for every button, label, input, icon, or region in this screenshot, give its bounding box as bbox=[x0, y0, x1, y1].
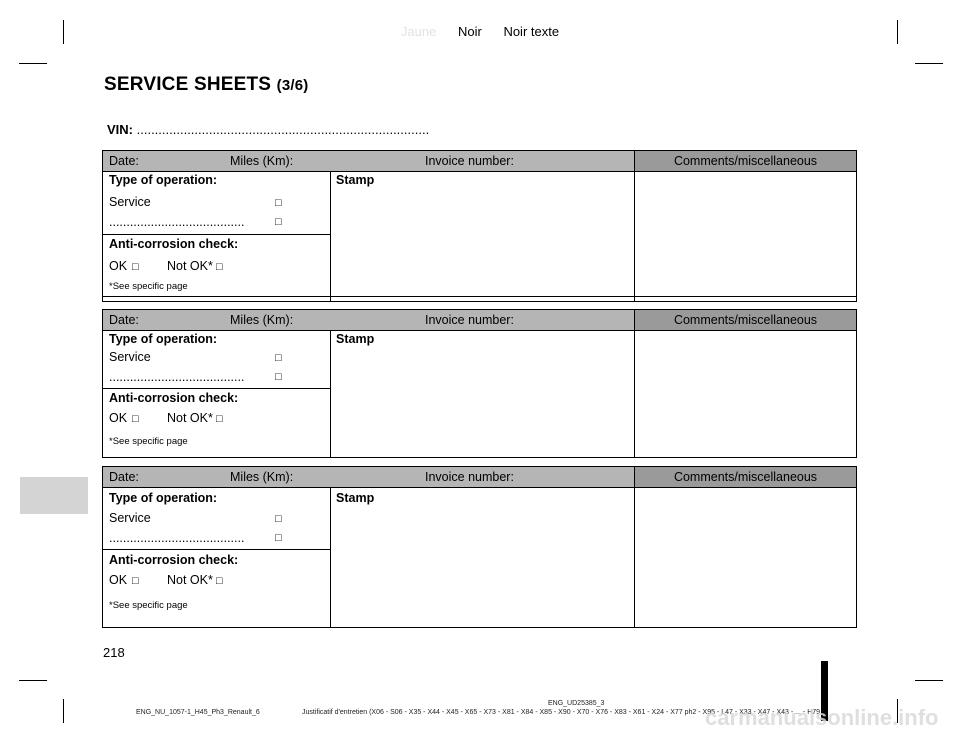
vin-line bbox=[107, 122, 429, 137]
other-operation-checkbox[interactable]: □ bbox=[275, 532, 282, 544]
color-mark-jaune: Jaune bbox=[400, 24, 437, 39]
row-divider bbox=[103, 549, 330, 550]
date-label: Date: bbox=[109, 313, 139, 327]
comments-label: Comments/miscellaneous bbox=[673, 470, 818, 484]
not-ok-checkbox[interactable]: □ bbox=[216, 413, 223, 425]
miles-label: Miles (Km): bbox=[230, 313, 294, 327]
service-label: Service bbox=[109, 350, 151, 364]
comments-header bbox=[634, 151, 856, 171]
date-label: Date: bbox=[109, 154, 139, 168]
sheet-header-bar bbox=[103, 467, 856, 488]
column-divider bbox=[634, 171, 635, 301]
footer-center: Justificatif d'entretien (X06 - S06 - X35 - X44 - X45 - X65 - X73 - X81 - X84 - X85 - X90 - X70 - X76 - X83 - X61 - X24 - X77 ph2 - X95 - L47 - X33 - X47 - X43 - ... - H79 bbox=[302, 709, 821, 716]
miles-label: Miles (Km): bbox=[230, 470, 294, 484]
color-mark-noir: Noir bbox=[457, 24, 482, 39]
comments-label: Comments/miscellaneous bbox=[673, 313, 818, 327]
see-specific-page-note: *See specific page bbox=[109, 600, 188, 611]
comments-label: Comments/miscellaneous bbox=[673, 154, 818, 168]
footer-code: ENG_UD25385_3 bbox=[548, 700, 605, 707]
service-label: Service bbox=[109, 511, 151, 525]
other-operation-dots: ....................................... bbox=[109, 370, 245, 384]
type-of-operation-label: Type of operation: bbox=[109, 173, 218, 187]
comments-header bbox=[634, 310, 856, 330]
color-separation-header bbox=[0, 24, 960, 39]
ok-checkbox[interactable]: □ bbox=[132, 413, 139, 425]
stamp-label: Stamp bbox=[336, 491, 375, 505]
sheet-bottom-rule bbox=[103, 296, 856, 297]
page-title-main: SERVICE SHEETS bbox=[104, 74, 272, 95]
invoice-label: Invoice number: bbox=[425, 470, 514, 484]
service-checkbox[interactable]: □ bbox=[275, 197, 282, 209]
column-divider bbox=[634, 487, 635, 627]
service-checkbox[interactable]: □ bbox=[275, 352, 282, 364]
watermark: carmanualsonline.info bbox=[705, 705, 939, 730]
see-specific-page-note: *See specific page bbox=[109, 436, 188, 447]
stamp-label: Stamp bbox=[336, 332, 375, 346]
miles-label: Miles (Km): bbox=[230, 154, 294, 168]
ok-label: OK bbox=[109, 411, 128, 425]
other-operation-dots: ....................................... bbox=[109, 531, 245, 545]
crop-mark bbox=[19, 63, 47, 64]
not-ok-label: Not OK* bbox=[167, 259, 213, 273]
section-tab-marker bbox=[20, 477, 88, 514]
row-divider bbox=[103, 388, 330, 389]
ok-label: OK bbox=[109, 573, 128, 587]
comments-header bbox=[634, 467, 856, 487]
service-sheet-3 bbox=[102, 466, 857, 628]
ok-label: OK bbox=[109, 259, 128, 273]
not-ok-label: Not OK* bbox=[167, 573, 213, 587]
crop-mark bbox=[915, 63, 943, 64]
invoice-label: Invoice number: bbox=[425, 154, 514, 168]
service-label: Service bbox=[109, 195, 151, 209]
column-divider bbox=[330, 171, 331, 301]
anti-corrosion-label: Anti-corrosion check: bbox=[109, 553, 239, 567]
crop-mark bbox=[63, 699, 64, 723]
service-checkbox[interactable]: □ bbox=[275, 513, 282, 525]
footer-left: ENG_NU_1057-1_H45_Ph3_Renault_6 bbox=[136, 709, 260, 716]
service-sheet-2 bbox=[102, 309, 857, 458]
type-of-operation-label: Type of operation: bbox=[109, 332, 218, 346]
column-divider bbox=[330, 330, 331, 457]
ok-checkbox[interactable]: □ bbox=[132, 575, 139, 587]
ok-checkbox[interactable]: □ bbox=[132, 261, 139, 273]
not-ok-checkbox[interactable]: □ bbox=[216, 261, 223, 273]
vin-label: VIN: bbox=[107, 122, 133, 137]
row-divider bbox=[103, 234, 330, 235]
type-of-operation-label: Type of operation: bbox=[109, 491, 218, 505]
page-title bbox=[104, 74, 309, 96]
anti-corrosion-label: Anti-corrosion check: bbox=[109, 237, 239, 251]
page-number: 218 bbox=[103, 645, 125, 660]
anti-corrosion-label: Anti-corrosion check: bbox=[109, 391, 239, 405]
crop-mark bbox=[19, 680, 47, 681]
date-label: Date: bbox=[109, 470, 139, 484]
not-ok-label: Not OK* bbox=[167, 411, 213, 425]
other-operation-checkbox[interactable]: □ bbox=[275, 216, 282, 228]
not-ok-checkbox[interactable]: □ bbox=[216, 575, 223, 587]
sheet-header-bar bbox=[103, 310, 856, 331]
vin-dots: ................................................................................. bbox=[136, 122, 430, 137]
stamp-label: Stamp bbox=[336, 173, 375, 187]
other-operation-checkbox[interactable]: □ bbox=[275, 371, 282, 383]
crop-mark bbox=[915, 680, 943, 681]
see-specific-page-note: *See specific page bbox=[109, 281, 188, 292]
other-operation-dots: ....................................... bbox=[109, 215, 245, 229]
column-divider bbox=[634, 330, 635, 457]
sheet-header-bar bbox=[103, 151, 856, 172]
service-sheet-1 bbox=[102, 150, 857, 302]
column-divider bbox=[330, 487, 331, 627]
invoice-label: Invoice number: bbox=[425, 313, 514, 327]
color-mark-noir-texte: Noir texte bbox=[503, 24, 560, 39]
page-title-sub: (3/6) bbox=[276, 77, 309, 94]
